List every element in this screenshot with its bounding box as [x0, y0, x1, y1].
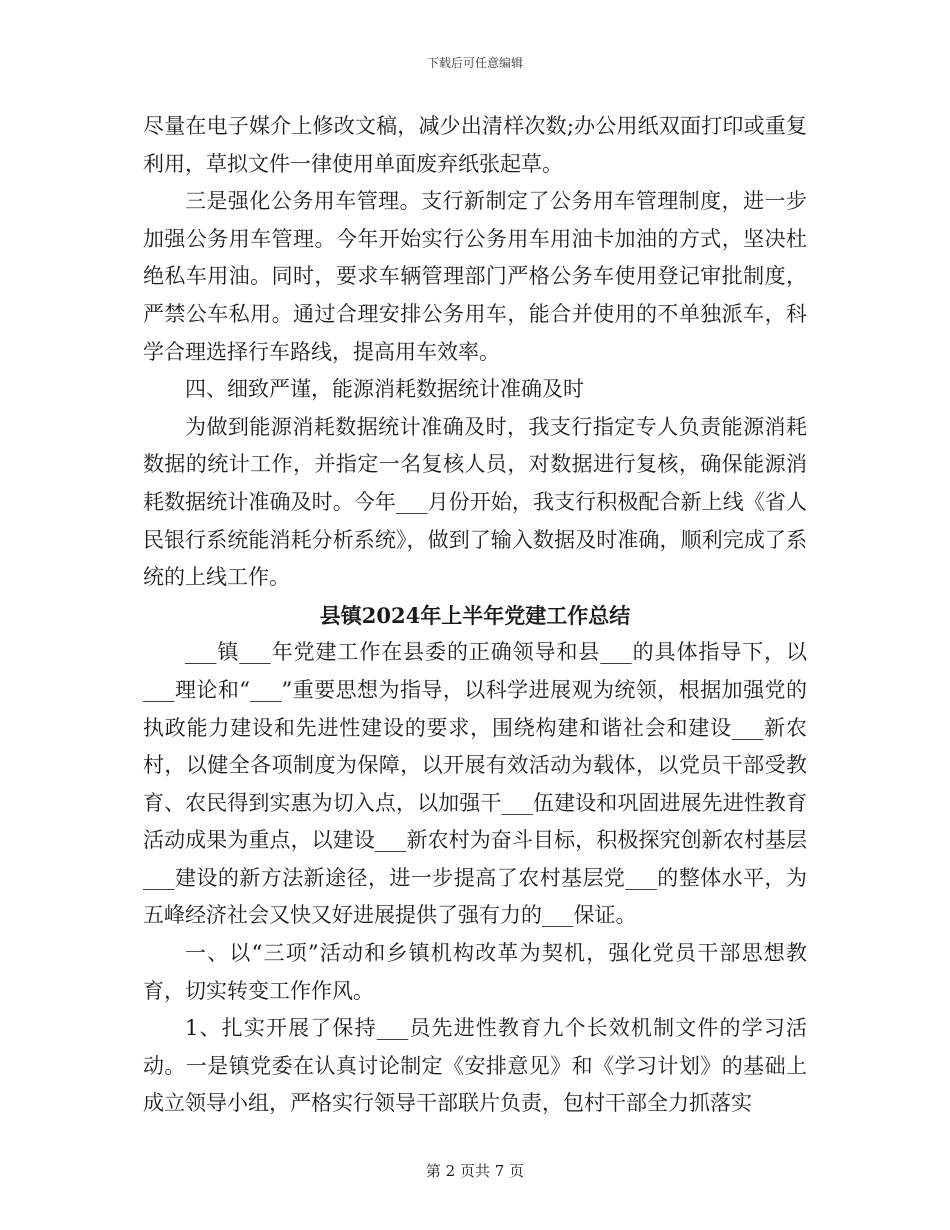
page-header: 下载后可任意编辑	[426, 56, 523, 70]
paragraph-study-activities: 1、扎实开展了保持___员先进性教育九个长效机制文件的学习活动。一是镇党委在认真讨论制定《安排意见》和《学习计划》的基础上成立领导小组，严格实行领导干部联片负责，包村干部全力抓落实	[143, 1016, 807, 1116]
paragraph-party-building-intro: ___镇___年党建工作在县委的正确领导和县___的具体指导下，以___理论和“___”重要思想为指导，以科学进展观为统领，根据加强党的执政能力建设和先进性建设的要求，围绕构建和谐社会和建设___新农村，以健全各项制度为保障，以开展有效活动为载体，以党员干部受教育、农民得到实惠为切入点，以加强干___伍建设和巩固进展先进性教育活动成果为重点，以建设___新农村为奋斗目标，积极探究创新农村基层___建设的新方法新途径，进一步提高了农村基层党___的整体水平，为五峰经济社会又快又好进展提供了强有力的___保证。	[143, 640, 807, 928]
section-heading-energy-statistics: 四、细致严谨，能源消耗数据统计准确及时	[185, 377, 584, 402]
paragraph-energy-statistics: 为做到能源消耗数据统计准确及时，我支行指定专人负责能源消耗数据的统计工作，并指定一名复核人员，对数据进行复核，确保能源消耗数据统计准确及时。今年___月份开始，我支行积极配合新上线《省人民银行系统能消耗分析系统》，做到了输入数据及时准确，顺利完成了系统的上线工作。	[143, 414, 807, 590]
paragraph-paper-saving: 尽量在电子媒介上修改文稿，减少出清样次数;办公用纸双面打印或重复利用，草拟文件一律使用单面废弃纸张起草。	[143, 114, 807, 176]
page-footer: 第 2 页共 7 页	[425, 1162, 525, 1180]
document-body	[143, 108, 807, 1123]
paragraph-vehicle-management: 三是强化公务用车管理。支行新制定了公务用车管理制度，进一步加强公务用车管理。今年开始实行公务用车用油卡加油的方式，坚决杜绝私车用油。同时，要求车辆管理部门严格公务车使用登记审批制度，严禁公车私用。通过合理安排公务用车，能合并使用的不单独派车，科学合理选择行车路线，提高用车效率。	[143, 189, 807, 364]
section-heading-three-activities: 一、以“三项”活动和乡镇机构改革为契机，强化党员干部思想教育，切实转变工作作风。	[143, 941, 807, 1003]
document-title: 县镇2024年上半年党建工作总结	[319, 602, 631, 628]
